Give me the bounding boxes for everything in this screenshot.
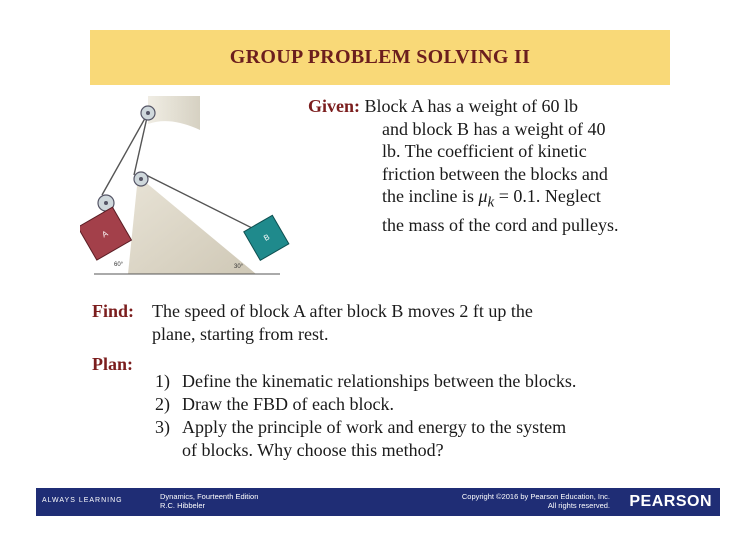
plan-item: 1) Define the kinematic relationships between the blocks. xyxy=(155,371,577,391)
copyright-text: Copyright ©2016 by Pearson Education, Inc. All rights reserved. xyxy=(461,492,610,510)
pulley-incline-figure xyxy=(80,96,292,276)
given-line-1: Given: Block A has a weight of 60 lb xyxy=(308,96,578,116)
angle-right-label: 30° xyxy=(234,264,244,270)
find-line-1: The speed of block A after block B moves 2 ft up the xyxy=(152,301,533,321)
angle-left-label: 60° xyxy=(114,262,124,268)
find-label: Find: xyxy=(92,301,135,321)
cord-mid xyxy=(134,113,148,175)
book-info: Dynamics, Fourteenth Edition R.C. Hibbeler xyxy=(160,492,259,510)
given-line-2: and block B has a weight of 40 xyxy=(382,118,606,139)
pulley-mid xyxy=(134,172,148,186)
incline-wedge xyxy=(128,176,256,274)
pearson-logo: PEARSON xyxy=(629,493,712,510)
block-a xyxy=(80,207,131,260)
plan-label: Plan: xyxy=(92,354,134,374)
given-line-4: friction between the blocks and xyxy=(382,163,608,184)
mu-symbol: μ xyxy=(478,186,488,206)
block-b-label: B xyxy=(262,232,272,243)
plan-list xyxy=(155,370,715,462)
plan-item: 2) Draw the FBD of each block. xyxy=(155,394,394,414)
given-line-5: the incline is $\mu_k = 0.1$. Neglect xyxy=(382,186,601,211)
page-title: GROUP PROBLEM SOLVING II xyxy=(229,46,531,68)
block-b xyxy=(244,215,289,260)
ceiling-support xyxy=(148,96,200,130)
given-line-6: the mass of the cord and pulleys. xyxy=(382,215,619,236)
always-learning-text: ALWAYS LEARNING xyxy=(42,497,123,504)
given-label: Given: xyxy=(308,96,360,116)
given-line-3: lb. The coefficient of kinetic xyxy=(382,141,587,161)
footer-bar xyxy=(36,488,720,516)
mu-subscript: k xyxy=(487,194,495,211)
block-a-label: A xyxy=(100,228,110,240)
pulley-top xyxy=(141,106,155,120)
find-section xyxy=(92,300,712,346)
given-section xyxy=(308,95,718,237)
title-banner xyxy=(90,30,670,85)
find-line-2: plane, starting from rest. xyxy=(152,324,329,344)
plan-item: 3) Apply the principle of work and energy to the system of blocks. Why choose this method? xyxy=(155,417,567,460)
